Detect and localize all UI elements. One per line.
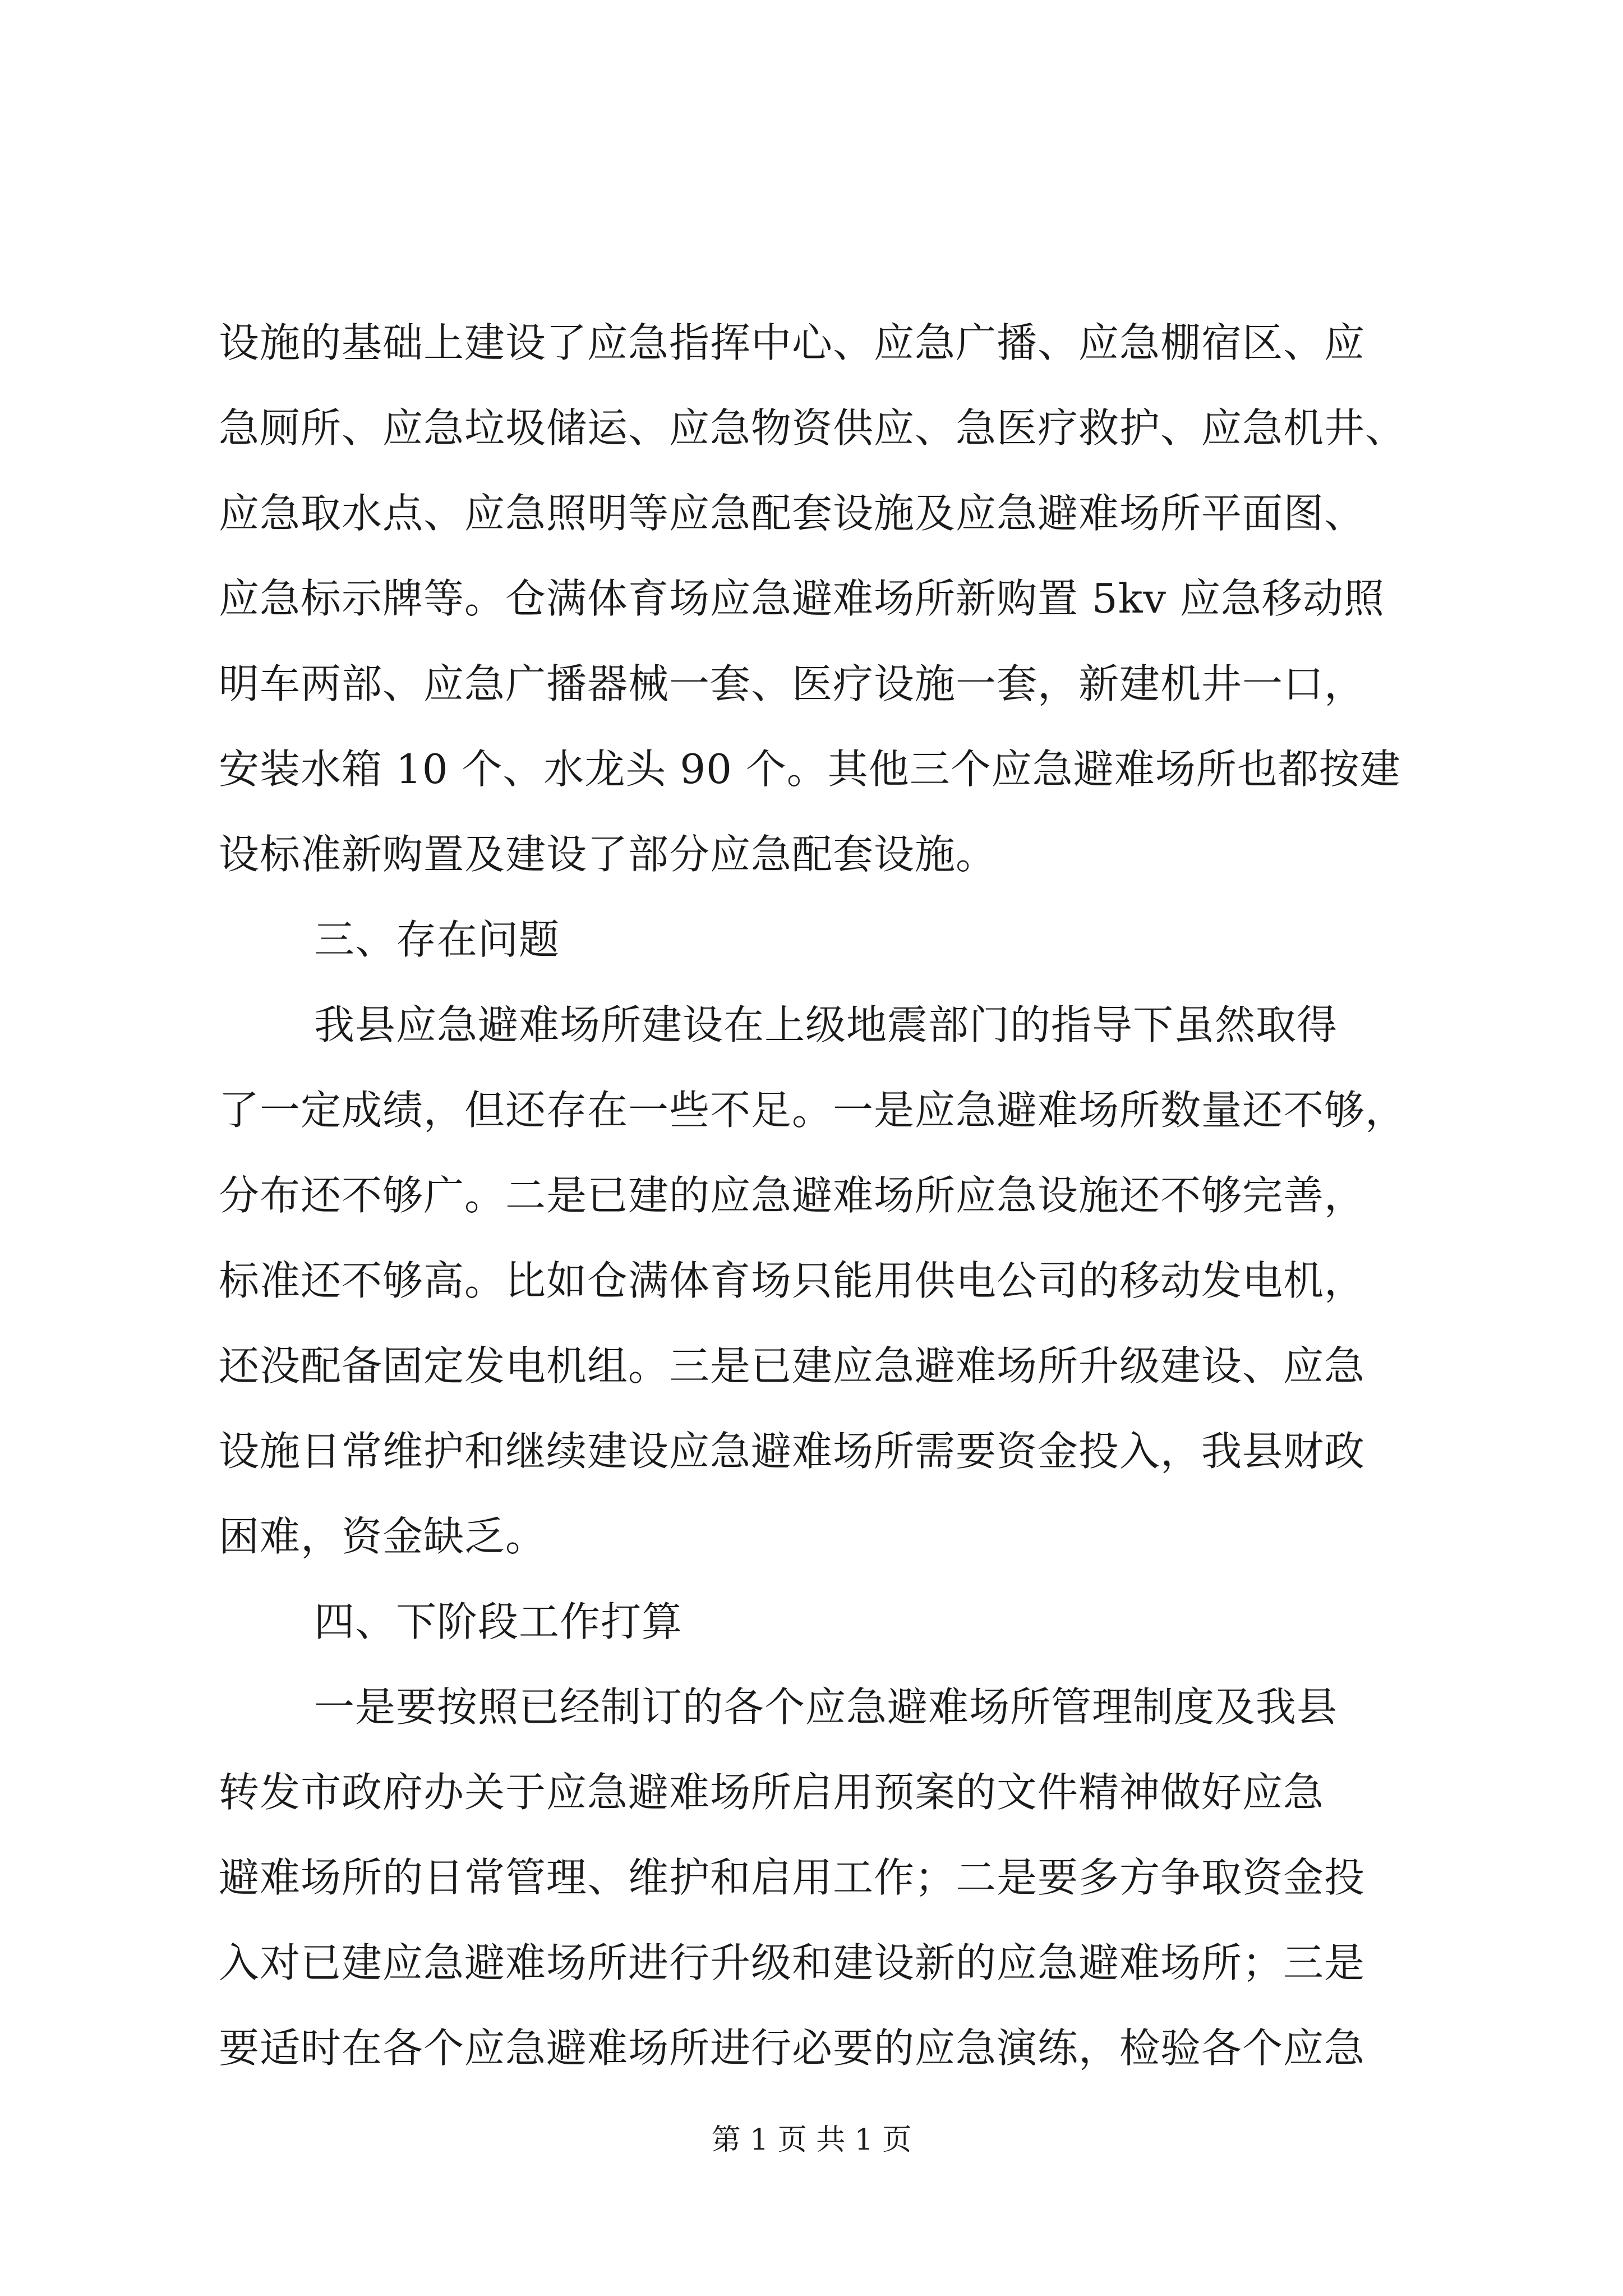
text-line: 一是要按照已经制订的各个应急避难场所管理制度及我县	[314, 1683, 1338, 1731]
text-line: 分布还不够广。二是已建的应急避难场所应急设施还不够完善，	[219, 1172, 1366, 1219]
text-line: 三、存在问题	[314, 916, 560, 963]
text-line: 要适时在各个应急避难场所进行必要的应急演练，检验各个应急	[219, 2024, 1366, 2072]
text-line: 了一定成绩，但还存在一些不足。一是应急避难场所数量还不够，	[219, 1087, 1407, 1134]
text-line: 避难场所的日常管理、维护和启用工作；二是要多方争取资金投	[219, 1854, 1366, 1901]
text-line: 还没配备固定发电机组。三是已建应急避难场所升级建设、应急	[219, 1342, 1366, 1389]
text-line: 设标准新购置及建设了部分应急配套设施。	[219, 831, 997, 878]
document-body	[219, 300, 1436, 2091]
text-line: 安装水箱 10 个、水龙头 90 个。其他三个应急避难场所也都按建	[219, 746, 1401, 793]
text-line: 入对已建应急避难场所进行升级和建设新的应急避难场所；三是	[219, 1939, 1366, 1986]
text-line: 应急取水点、应急照明等应急配套设施及应急避难场所平面图、	[219, 490, 1366, 537]
text-line: 转发市政府办关于应急避难场所启用预案的文件精神做好应急	[219, 1769, 1325, 1816]
text-line: 应急标示牌等。仓满体育场应急避难场所新购置 5kv 应急移动照	[219, 575, 1385, 622]
text-line: 设施日常维护和继续建设应急避难场所需要资金投入，我县财政	[219, 1428, 1366, 1475]
text-line: 标准还不够高。比如仓满体育场只能用供电公司的移动发电机，	[219, 1257, 1366, 1304]
text-line: 急厕所、应急垃圾储运、应急物资供应、急医疗救护、应急机井、	[219, 404, 1407, 452]
text-line: 设施的基础上建设了应急指挥中心、应急广播、应急棚宿区、应	[219, 319, 1366, 366]
page-footer: 第 1 页 共 1 页	[711, 2123, 912, 2157]
text-line: 困难，资金缺乏。	[219, 1513, 547, 1560]
text-line: 四、下阶段工作打算	[314, 1598, 683, 1645]
text-line: 明车两部、应急广播器械一套、医疗设施一套，新建机井一口，	[219, 660, 1366, 707]
text-line: 我县应急避难场所建设在上级地震部门的指导下虽然取得	[314, 1001, 1338, 1048]
